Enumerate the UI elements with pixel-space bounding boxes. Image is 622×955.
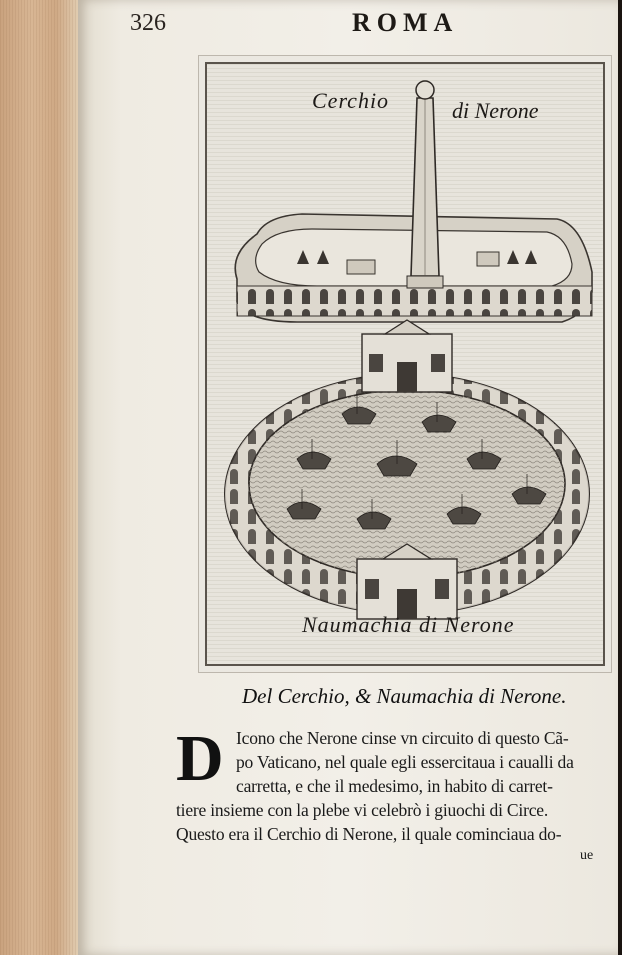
engraving-plate [205,62,605,666]
catchword: ue [580,848,594,863]
figure-caption: Del Cerchio, & Naumachia di Nerone. [242,684,567,708]
book-page-edges [0,0,80,955]
body-text-line: carretta, e che il medesimo, in habito di carret- [236,776,553,796]
body-text-line: Questo era il Cerchio di Nerone, il quale cominciaua do- [176,824,562,844]
running-head: ROMA [352,8,459,37]
body-text-line: tiere insieme con la plebe vi celebrò i giuochi di Circe. [176,800,549,820]
naumachia-label: Naumachia di Nerone [302,612,515,637]
circus-label-nero: di Nerone [452,98,539,123]
body-text-line: Icono che Nerone cinse vn circuito di questo Cã- [236,728,569,748]
circus-label: Cerchio [312,88,390,113]
body-text-line: po Vaticano, nel quale egli essercitaua i caualli da [236,752,574,772]
engraving-illustration [207,64,603,664]
drop-cap: D [176,722,224,795]
page-number: 326 [130,10,166,36]
